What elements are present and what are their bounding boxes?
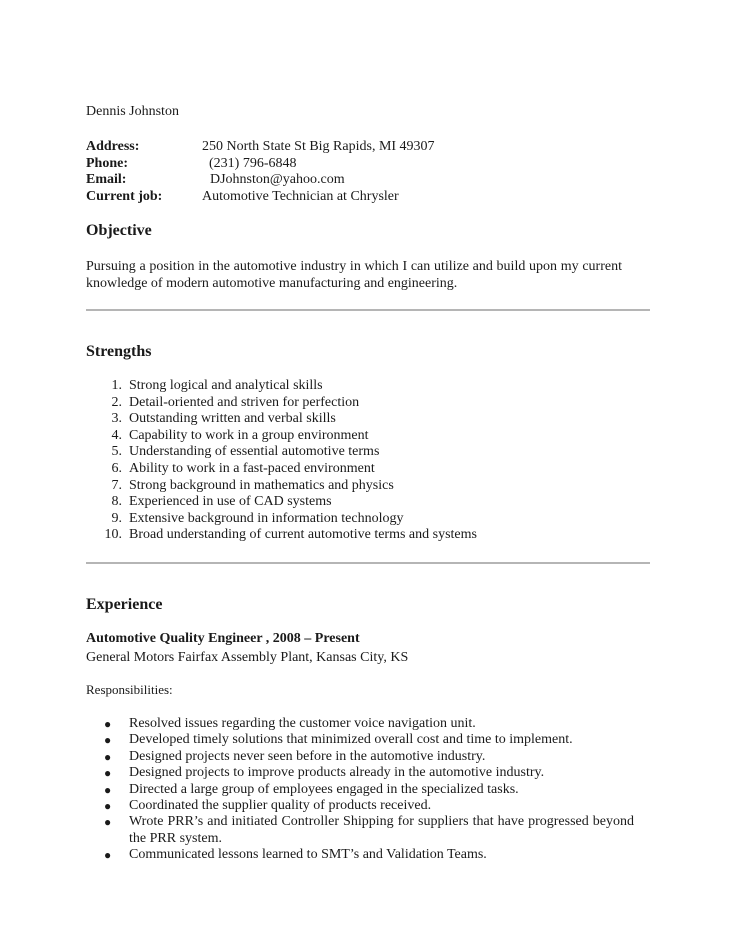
list-number: 7.	[111, 477, 122, 493]
list-item	[86, 716, 634, 732]
objective-heading: Objective	[86, 222, 152, 239]
contact-label: Phone:	[86, 156, 128, 171]
contact-label: Email:	[86, 172, 127, 187]
list-item	[86, 798, 634, 814]
list-item	[86, 814, 634, 847]
contact-value: 250 North State St Big Rapids, MI 49307	[202, 139, 435, 154]
list-item-text: Detail-oriented and striven for perfection	[129, 394, 360, 410]
list-item-text: Broad understanding of current automotive terms and systems	[129, 527, 477, 543]
list-number: 1.	[111, 378, 122, 393]
list-item	[86, 765, 634, 781]
contact-value: (231) 796-6848	[209, 156, 297, 171]
list-item-text: Coordinated the supplier quality of products received.	[129, 798, 432, 814]
list-item-text: Developed timely solutions that minimized overall cost and time to implement.	[129, 732, 573, 748]
list-item	[86, 478, 477, 495]
strengths-heading: Strengths	[86, 343, 152, 360]
bullet-icon: ●	[104, 717, 112, 731]
list-item-text: Strong logical and analytical skills	[129, 378, 323, 393]
list-item	[86, 444, 477, 461]
list-item	[86, 511, 477, 528]
list-item-text: Capability to work in a group environment	[129, 427, 369, 443]
list-number: 6.	[111, 460, 122, 476]
list-item	[86, 395, 477, 412]
list-item-text: Resolved issues regarding the customer voice navigation unit.	[129, 716, 476, 731]
list-item	[86, 847, 634, 863]
list-item-text: Communicated lessons learned to SMT’s and Validation Teams.	[129, 847, 487, 863]
section-divider	[86, 562, 650, 564]
candidate-name: Dennis Johnston	[86, 104, 179, 119]
job-employer: General Motors Fairfax Assembly Plant, Kansas City, KS	[86, 650, 409, 665]
list-item-text: Experienced in use of CAD systems	[129, 494, 332, 510]
job-title: Automotive Quality Engineer , 2008 – Present	[86, 631, 360, 646]
contact-label: Address:	[86, 139, 140, 154]
list-item	[86, 732, 634, 748]
list-item	[86, 461, 477, 478]
list-item-text: Wrote PRR’s and initiated Controller Shipping for suppliers that have progressed beyond the PRR system.	[129, 814, 634, 846]
strengths-list	[86, 378, 477, 544]
list-item-text: Extensive background in information technology	[129, 510, 404, 526]
list-item-text: Designed projects never seen before in the automotive industry.	[129, 748, 486, 764]
list-number: 4.	[111, 427, 122, 443]
bullet-icon: ●	[104, 782, 112, 797]
list-item	[86, 378, 477, 395]
responsibilities-list	[86, 716, 634, 864]
list-item-text: Outstanding written and verbal skills	[129, 411, 336, 427]
contact-value: Automotive Technician at Chrysler	[202, 189, 399, 204]
responsibilities-label: Responsibilities:	[86, 682, 173, 697]
list-number: 9.	[111, 510, 122, 526]
bullet-icon: ●	[104, 848, 112, 863]
list-item-text: Ability to work in a fast-paced environment	[129, 460, 375, 476]
list-item-text: Designed projects to improve products already in the automotive industry.	[129, 765, 545, 781]
list-item-text: Directed a large group of employees engaged in the specialized tasks.	[129, 781, 519, 797]
objective-text: Pursuing a position in the automotive industry in which I can utilize and build upon my current knowledge of modern automotive manufacturing and engineering.	[86, 259, 622, 291]
list-number: 5.	[111, 444, 122, 460]
list-number: 10.	[104, 527, 122, 543]
list-item	[86, 527, 477, 544]
bullet-icon: ●	[104, 733, 112, 748]
list-item	[86, 494, 477, 511]
contact-label: Current job:	[86, 189, 163, 204]
list-item	[86, 428, 477, 445]
list-number: 8.	[111, 494, 122, 510]
contact-value: DJohnston@yahoo.com	[210, 172, 345, 187]
experience-heading: Experience	[86, 596, 163, 613]
section-divider	[86, 309, 650, 311]
list-item	[86, 782, 634, 798]
list-item-text: Strong background in mathematics and physics	[129, 477, 394, 493]
bullet-icon: ●	[104, 749, 112, 764]
bullet-icon: ●	[104, 799, 112, 814]
bullet-icon: ●	[104, 766, 112, 781]
list-item	[86, 749, 634, 765]
bullet-icon: ●	[104, 815, 112, 830]
list-item-text: Understanding of essential automotive terms	[129, 444, 380, 460]
list-item	[86, 411, 477, 428]
list-number: 3.	[111, 411, 122, 427]
list-number: 2.	[111, 394, 122, 410]
